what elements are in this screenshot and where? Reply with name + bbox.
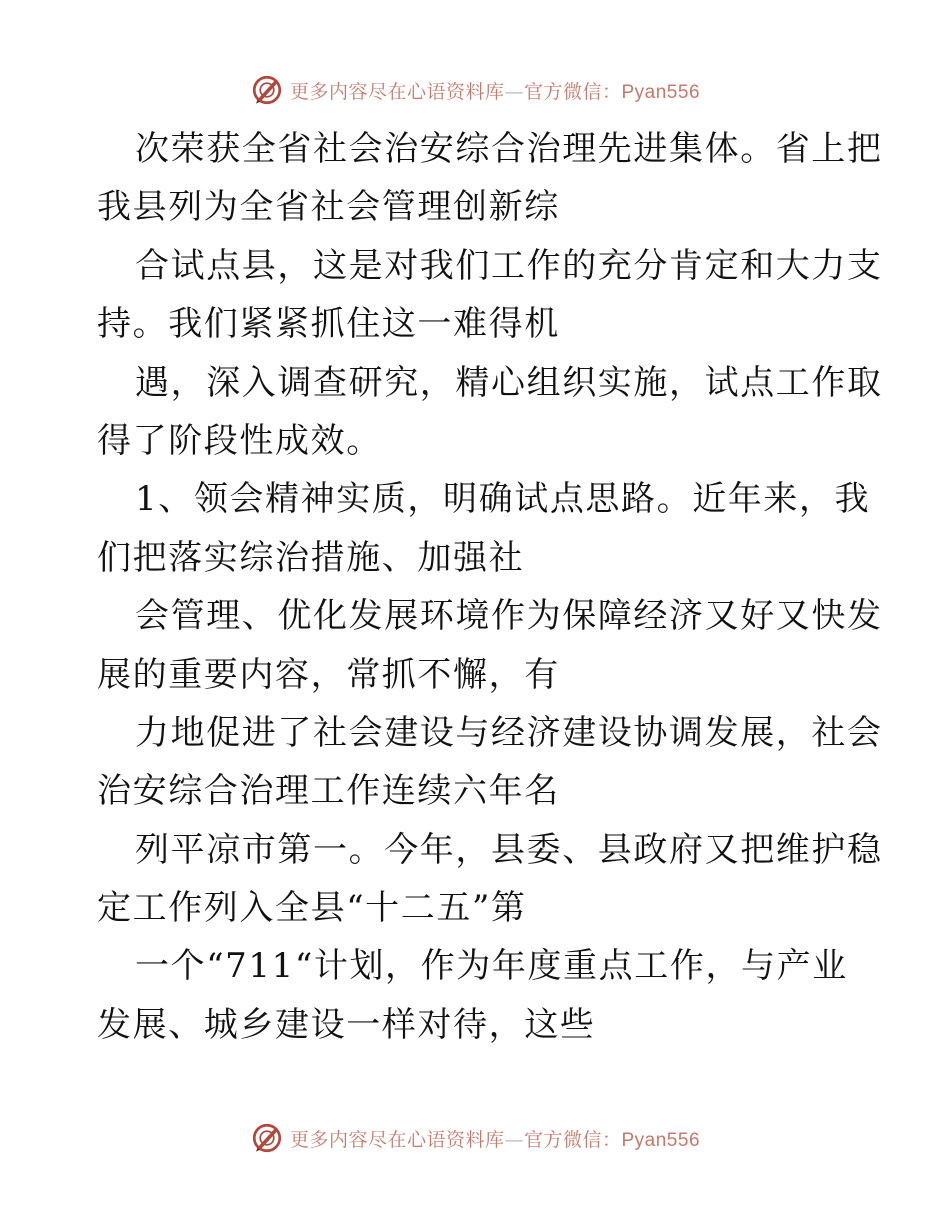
text-line: 列平凉市第一。今年，县委、县政府又把维护稳 [135,829,883,870]
text-line: 持。我们紧紧抓住这一难得机 [97,304,560,345]
text-line: 1、领会精神实质，明确试点思路。近年来，我 [135,479,871,520]
document-body [97,120,883,1054]
watermark-brand [250,1121,700,1155]
text-line: 们把落实综治措施、加强社 [97,537,525,578]
text-line: 定工作列入全县“十二五”第 [97,888,527,929]
text-line: 次荣获全省社会治安综合治理先进集体。省上把 [135,129,883,169]
watermark-text: 更多内容尽在心语资料库—官方微信：Pyan556 [289,1128,701,1151]
pen-logo-icon [250,73,284,107]
text-line: 发展、城乡建设一样对待，这些 [97,1004,596,1045]
watermark-text: 更多内容尽在心语资料库—官方微信：Pyan556 [289,80,701,103]
page-footer-watermark [0,1118,950,1158]
text-line: 力地促进了社会建设与经济建设协调发展，社会 [135,712,883,753]
text-line: 治安综合治理工作连续六年名 [97,771,560,812]
text-line: 展的重要内容，常抓不懈，有 [97,654,560,695]
watermark-brand [250,73,700,107]
text-line: 一个“711“计划，作为年度重点工作，与产业 [135,946,848,987]
page-header-watermark [0,70,950,110]
text-line: 合试点县，这是对我们工作的充分肯定和大力支 [135,245,883,286]
pen-logo-icon [250,1121,284,1155]
text-line: 得了阶段性成效。 [97,420,382,461]
text-line: 会管理、优化发展环境作为保障经济又好又快发 [135,596,883,637]
text-line: 我县列为全省社会管理创新综 [97,187,560,228]
text-line: 遇，深入调查研究，精心组织实施，试点工作取 [135,362,883,403]
